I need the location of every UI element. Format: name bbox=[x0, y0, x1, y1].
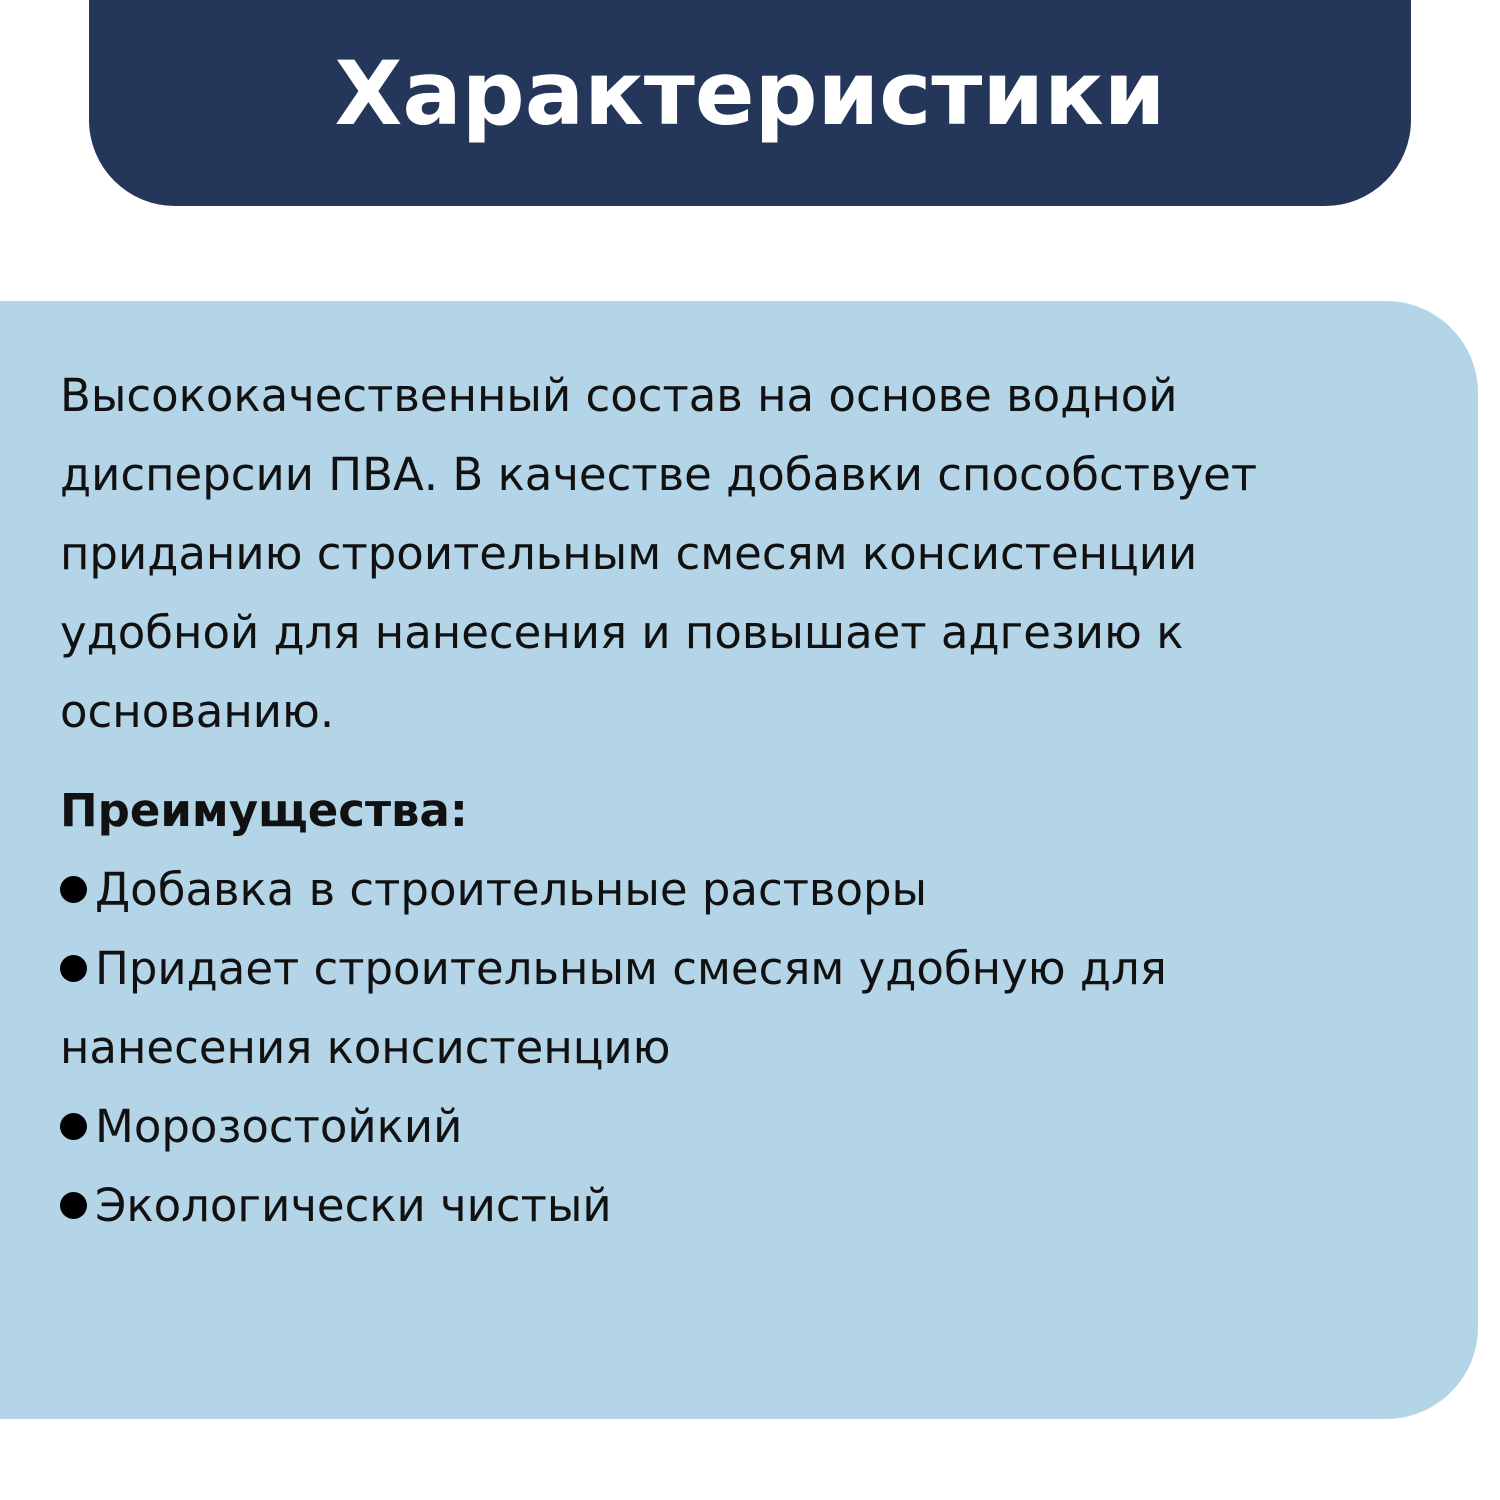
list-item bbox=[60, 850, 1460, 929]
bullet-icon bbox=[60, 955, 87, 982]
advantages-list bbox=[60, 850, 1460, 1245]
header-banner bbox=[89, 0, 1411, 206]
description bbox=[60, 356, 1460, 751]
bullet-icon bbox=[60, 1192, 87, 1219]
list-item-text: Придает строительным смесям удобную для bbox=[95, 942, 1167, 995]
list-item-text: Морозостойкий bbox=[95, 1100, 463, 1153]
list-item-continuation bbox=[60, 1008, 1460, 1087]
list-item-text: Добавка в строительные растворы bbox=[95, 863, 928, 916]
list-item bbox=[60, 929, 1460, 1008]
description-line: основанию. bbox=[60, 685, 335, 738]
description-line: дисперсии ПВА. В качестве добавки способствует bbox=[60, 448, 1258, 501]
bullet-icon bbox=[60, 1113, 87, 1140]
list-item bbox=[60, 1166, 1460, 1245]
list-item-text: нанесения консистенцию bbox=[60, 1021, 671, 1074]
card-content bbox=[60, 356, 1460, 1245]
page-title: Характеристики bbox=[334, 42, 1166, 145]
advantages-title: Преимущества: bbox=[60, 784, 468, 837]
list-item bbox=[60, 1087, 1460, 1166]
description-line: приданию строительным смесям консистенции bbox=[60, 527, 1198, 580]
bullet-icon bbox=[60, 876, 87, 903]
list-item-text: Экологически чистый bbox=[95, 1179, 612, 1232]
description-line: удобной для нанесения и повышает адгезию к bbox=[60, 606, 1184, 659]
description-line: Высококачественный состав на основе водной bbox=[60, 369, 1178, 422]
